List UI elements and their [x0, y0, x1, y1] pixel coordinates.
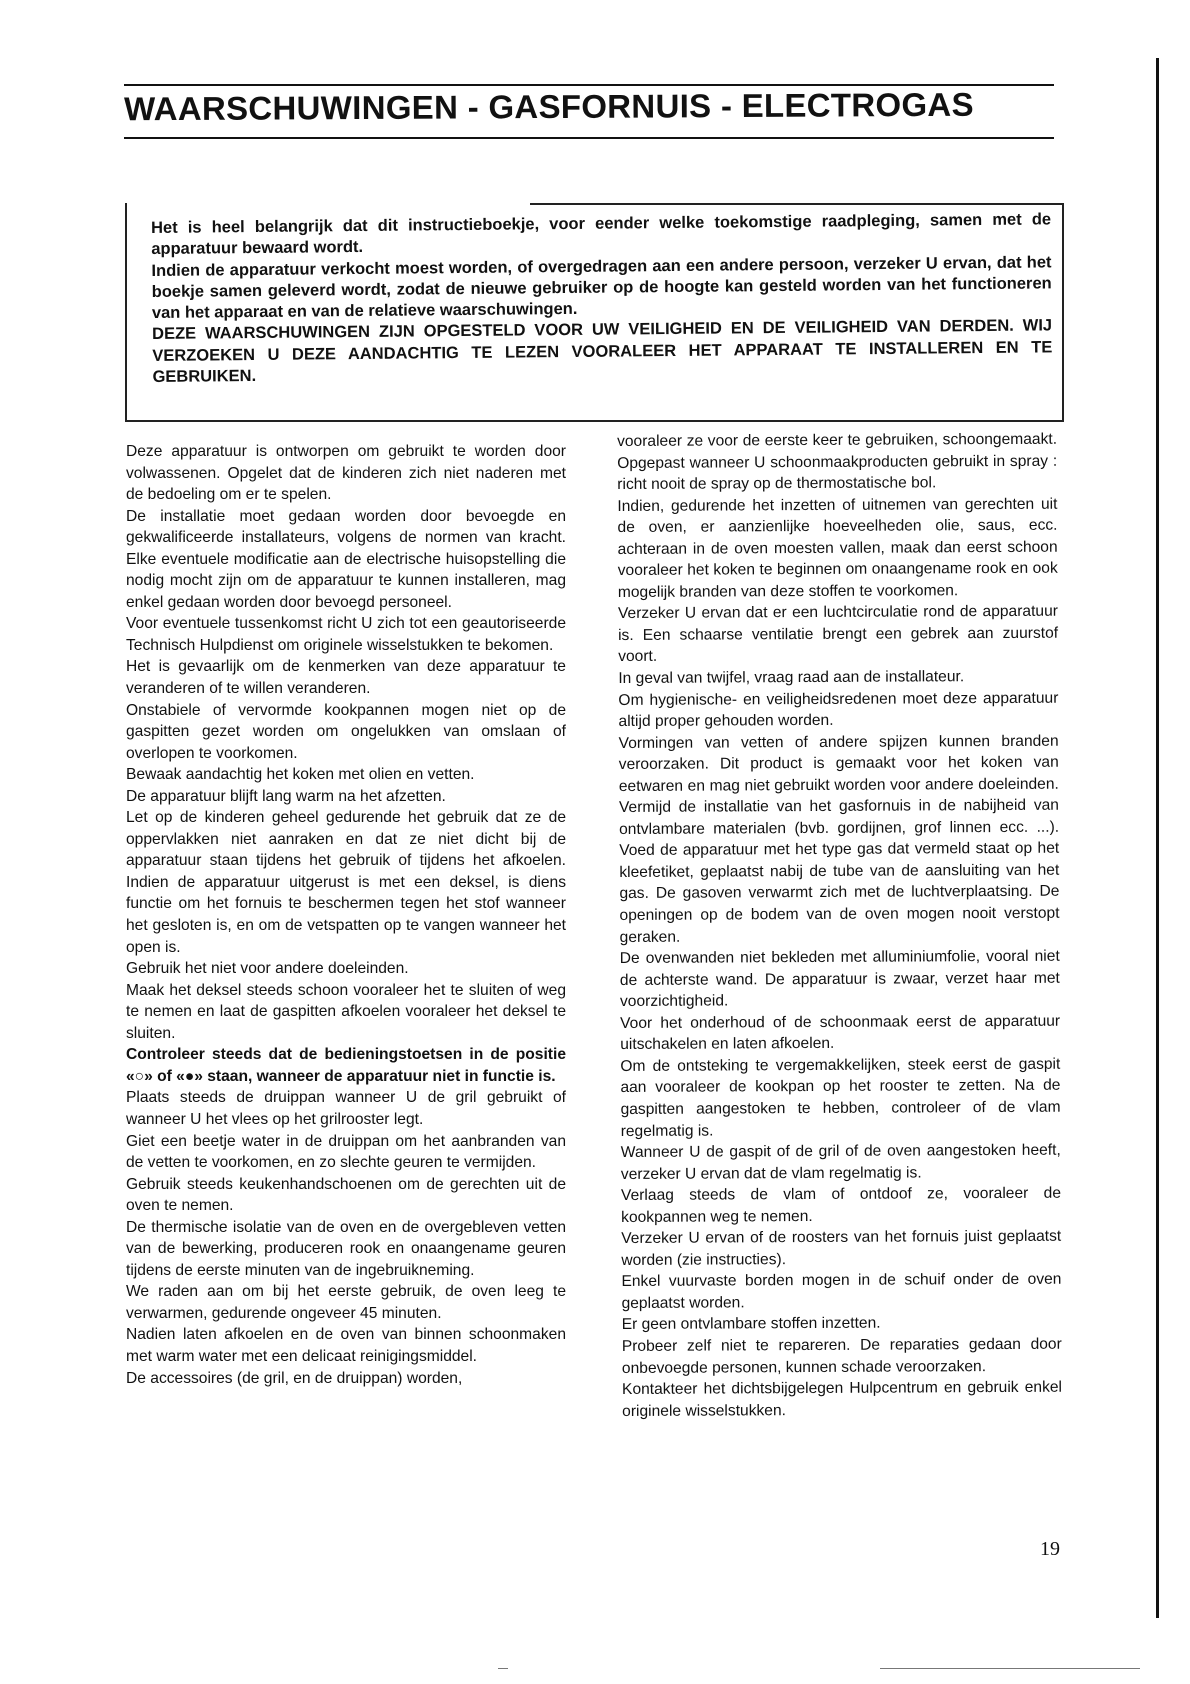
paragraph: Maak het deksel steeds schoon vooraleer het te sluiten of weg te nemen en laat de gaspitten afkoelen vooraleer het deksel te sluiten. — [126, 981, 566, 1042]
paragraph: De installatie moet gedaan worden door bevoegde en gekwalificeerde installateurs, volgens de normen van kracht. Elke eventuele modificatie aan de electrische huisopstelling die nodig mocht zijn om de apparatuur te kunnen installeren, mag enkel gedaan worden door bevoegd personeel. — [126, 507, 566, 611]
paragraph: Kontakteer het dichtsbijgelegen Hulpcentrum en gebruik enkel originele wisselstukken. — [621, 1378, 1063, 1420]
paragraph: De thermische isolatie van de oven en de overgebleven vetten van de bewerking, produceren rook en onaangename geuren tijdens de eerste minuten van de ingebruikneming. — [126, 1218, 566, 1279]
notice-paragraph: Het is heel belangrijk dat dit instructieboekje, voor eender welke toekomstige raadpleging, samen met de apparatuur bewaard wordt. — [151, 210, 1052, 259]
bold-warning-paragraph: Controleer steeds dat de bedieningstoetsen in de positie «○» of «●» staan, wanneer de apparatuur niet in functie is. — [126, 1046, 566, 1085]
notice-paragraph: DEZE WAARSCHUWINGEN ZIJN OPGESTELD VOOR UW VEILIGHEID EN DE VEILIGHEID VAN DERDEN. WIJ VERZOEKEN U DEZE AANDACHTIG TE LEZEN VOORALEER HET APPARAAT TE INSTALLEREN EN TE GEBRUIKEN. — [152, 316, 1053, 387]
right-column — [617, 429, 1062, 1422]
paragraph: Voor eventuele tussenkomst richt U zich tot een geautoriseerde Technisch Hulpdienst om originele wisselstukken te bekomen. — [126, 615, 566, 654]
paragraph: Het is gevaarlijk om de kenmerken van deze apparatuur te veranderen of te willen veranderen. — [126, 658, 566, 698]
paragraph: Om hygienische- en veiligheidsredenen moet deze apparatuur altijd proper gehouden worden. — [618, 689, 1059, 731]
footer-dash-line — [880, 1668, 1140, 1669]
paragraph: Giet een beetje water in de druippan om het aanbranden van de vetten te voorkomen, en zo slechte geuren te vermijden. — [126, 1132, 566, 1172]
paragraph: Verlaag steeds de vlam of ontdoof ze, vooraleer de kookpannen weg te nemen. — [620, 1184, 1062, 1226]
paragraph: Vormingen van vetten of andere spijzen kunnen branden veroorzaken. Dit product is gemaakt voor het koken van eetwaren en mag niet gebruikt worden voor andere doeleinden. Vermijd de installatie van het gasfornuis in de nabijheid van ontvlambare materialen (bvb. gordijnen, grof linnen ecc. ...). Voed de apparatuur met het type gas dat vermeld staat op het kleefetiket, geplaatst nabij de tube van de aansluiting van het gas. De gasoven verwarmt zich met de luchtverplaatsing. De openingen op de bodem van de oven mogen nooit verstopt geraken. — [618, 732, 1060, 946]
paragraph: Nadien laten afkoelen en de oven van binnen schoonmaken met warm water met een delicaat reinigingsmiddel. — [126, 1326, 566, 1365]
paragraph: Let op de kinderen geheel gedurende het gebruik dat ze de oppervlakken niet aanraken en dat ze niet dicht bij de apparatuur staan tijdens het gebruik of tijdens het afkoelen. Indien de apparatuur uitgerust is met een deksel, is diens functie om het fornuis te beschermen tegen het stof wanneer het gesloten is, en om de vetspatten op te vangen wanneer het open is. — [126, 809, 566, 956]
page-title: WAARSCHUWINGEN - GASFORNUIS - ELECTROGAS — [123, 85, 974, 128]
paragraph: Gebruik het niet voor andere doeleinden. — [126, 960, 409, 978]
paragraph: We raden aan om bij het eerste gebruik, de oven leeg te verwarmen, gedurende ongeveer 45 minuten. — [126, 1283, 566, 1322]
paragraph: Voor het onderhoud of de schoonmaak eerst de apparatuur uitschakelen en laten afkoelen. — [620, 1012, 1061, 1054]
paragraph: De ovenwanden niet bekleden met alluminiumfolie, vooral niet de achterste wand. De apparatuur is zwaar, verzet haar met voorzichtigheid. — [619, 947, 1060, 1011]
footer-dash-mark — [498, 1668, 508, 1669]
paragraph: Verzeker U ervan of de roosters van het fornuis juist geplaatst worden (zie instructies). — [621, 1227, 1062, 1269]
page-number: 19 — [1040, 1538, 1060, 1560]
notice-paragraph: Indien de apparatuur verkocht moest worden, of overgedragen aan een andere persoon, verzeker U ervan, dat het boekje samen geleverd wordt, zodat de nieuwe gebruiker op de hoogte kan gesteld worden van het functioneren van het apparaat en van de relatieve waarschuwingen. — [151, 252, 1052, 323]
left-column — [126, 441, 566, 1389]
paragraph: Wanneer U de gaspit of de gril of de oven aangestoken heeft, verzeker U ervan dat de vlam regelmatig is. — [620, 1141, 1061, 1183]
paragraph: Verzeker U ervan dat er een luchtcirculatie rond de apparatuur is. Een schaarse ventilatie brengt een gebrek aan zuurstof voort. — [617, 603, 1059, 666]
title-rule-bottom — [124, 137, 1054, 139]
paragraph: Er geen ontvlambare stoffen inzetten. — [621, 1315, 881, 1334]
paragraph: vooraleer ze voor de eerste keer te gebruiken, schoongemaakt. Opgepast wanneer U schoonmaakproducten gebruikt in spray : richt nooit de spray op de thermostatische bol. — [617, 430, 1058, 494]
paragraph: In geval van twijfel, vraag raad aan de installateur. — [618, 668, 965, 688]
paragraph: Probeer zelf niet te repareren. De reparaties gedaan door onbevoegde personen, kunnen schade veroorzaken. — [621, 1335, 1062, 1377]
paragraph: Bewaak aandachtig het koken met olien en vetten. — [126, 766, 475, 784]
paragraph: De accessoires (de gril, en de druippan) worden, — [126, 1369, 463, 1387]
paragraph: Onstabiele of vervormde kookpannen mogen niet op de gaspitten gezet worden om ongelukken van omslaan of overlopen te voorkomen. — [126, 701, 566, 762]
paragraph: Deze apparatuur is ontworpen om gebruikt te worden door volwassenen. Opgelet dat de kinderen zich niet naderen met de bedoeling om er te spelen. — [126, 443, 566, 504]
notice-text — [151, 209, 1053, 388]
paragraph: Enkel vuurvaste borden mogen in de schuif onder de oven geplaatst worden. — [621, 1271, 1062, 1312]
paragraph: Gebruik steeds keukenhandschoenen om de gerechten uit de oven te nemen. — [126, 1175, 566, 1215]
important-notice-box — [125, 203, 1064, 422]
page-edge-line — [1156, 58, 1159, 1618]
paragraph: De apparatuur blijft lang warm na het afzetten. — [126, 787, 446, 805]
paragraph: Plaats steeds de druippan wanneer U de gril gebruikt of wanneer U het vlees op het grilrooster legt. — [126, 1089, 566, 1128]
paragraph: Om de ontsteking te vergemakkelijken, steek eerst de gaspit aan vooraleer de kookpan op het rooster te zetten. Na de gaspitten aangestoken te hebben, controleer of de vlam regelmatig is. — [620, 1055, 1061, 1140]
paragraph: Indien, gedurende het inzetten of uitnemen van gerechten uit de oven, er aanzienlijke hoeveelheden olie, saus, ecc. achteraan in de oven moesten vallen, maak dan eerst schoon vooraleer het koken te beginnen om onaangename rook en ook mogelijk branden van deze stoffen te voorkomen. — [617, 495, 1058, 601]
